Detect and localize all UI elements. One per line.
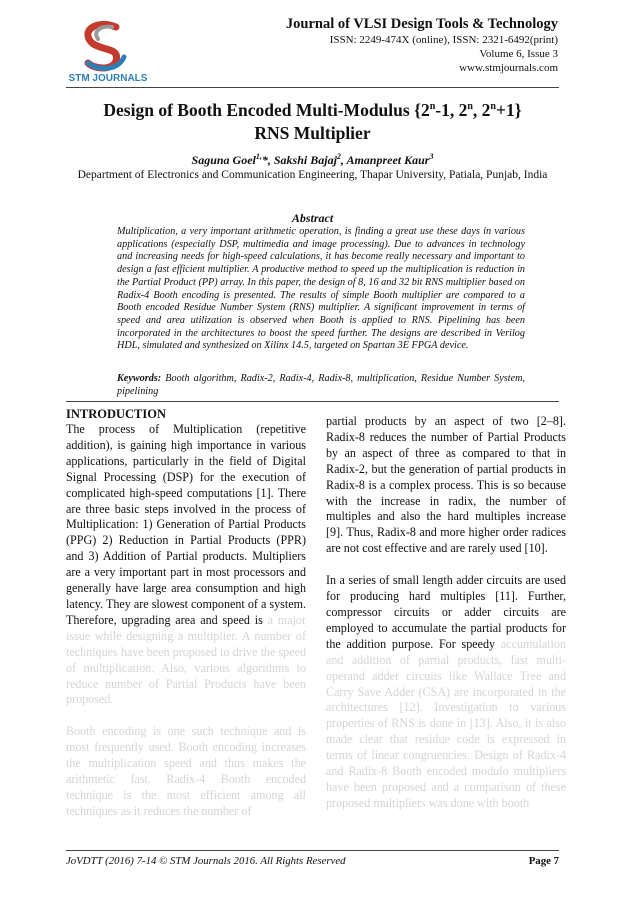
page-number: Page 7 xyxy=(528,855,559,867)
intro-paragraph-2: Booth encoding is one such technique and is most frequently used. Booth encoding increases the multiplication speed and thus makes the arithmetic fast. Radix-4 Booth encoded technique is the most efficient among all techniques as it reduces the number of xyxy=(66,724,306,818)
abstract-divider xyxy=(66,401,559,402)
intro-paragraph-1: The process of Multiplication (repetitive addition), is gaining high importance in various applications, particularly in the field of Digital Signal Processing (DSP) for the execution of complicated high-speed computations [1]. There are three basic steps involved in the process of Multiplication: 1) Generation of Partial Products (PPG) 2) Reduction in Partial Products (PPR) and 3) Addition of Partial products. Multipliers are a very important part in most processors and generally have large area consumption and high latency. They are slowest component of a system. Therefore, upgrading area and speed is a major issue while designing a multiplier. A number of techniques have been proposed to drive the speed of multiplication. Also, various algorithms to reduce number of Partial Products have been proposed. xyxy=(66,422,306,707)
journal-title: Journal of VLSI Design Tools & Technology xyxy=(285,16,558,32)
journal-volume: Volume 6, Issue 3 xyxy=(479,48,558,60)
journal-url[interactable]: www.stmjournals.com xyxy=(459,62,558,74)
footer-divider xyxy=(66,850,559,851)
paper-affiliation: Department of Electronics and Communication Engineering, Thapar University, Patiala, Punjab, India xyxy=(77,169,548,181)
header-divider xyxy=(66,87,559,88)
paper-title: Design of Booth Encoded Multi-Modulus {2$^n$-1, 2$^n$, $2^n+1$} RNS Multiplier xyxy=(103,99,522,143)
paper-authors: Saguna Goel$^{1,}$*, Sakshi Bajaj$^2$, Amanpreet Kaur$^3$ xyxy=(191,152,434,167)
stm-logo-icon xyxy=(58,17,158,83)
stm-journals-logo xyxy=(58,17,158,83)
right-paragraph-1: partial products by an aspect of two [2–8]. Radix-8 reduces the number of Partial Products by an aspect of three as compared to that in Radix-2, but the generation of partial products in Radix-8 is a complex process. This is so because with the increase in radix, the number of multiples and also the hard multiples increase [9]. Thus, Radix-8 and more higher order radices are not cost effective and are rarely used [10]. xyxy=(326,414,566,556)
keywords-label: Keywords: xyxy=(117,373,162,384)
keywords xyxy=(117,373,525,398)
right-column xyxy=(326,414,566,827)
journal-header xyxy=(286,16,558,75)
left-column xyxy=(66,407,306,827)
logo-text: STM JOURNALS xyxy=(68,73,148,83)
abstract-text: Multiplication, a very important arithmetic operation, is finding a great use these days in various applications (especially DSP, multimedia and image processing). Due to advances in technology and increasing needs for high-speed calculations, it has become really necessary and important to design a fast efficient multiplier. A productive method to speed up the multiplication is reduction in the Partial Product (PP) array. In this paper, the design of 8, 16 and 32 bit RNS multiplier based on Radix-4 Booth encoding is presented. The results of simple Booth multiplier are compared to a Booth encoded Residue Number System (RNS) multiplier. A significant improvement in terms of speed and area utilization is observed when Booth is applied to RNS. Pipelining has been incorporated in the architectures to boost the speed further. The designs are described in Verilog HDL, simulated and synthesized on Xilinx 14.5, targeted on Spartan 3E FPGA device. xyxy=(117,226,525,352)
paper-title-line2: RNS Multiplier xyxy=(254,122,371,143)
footer-citation: JoVDTT (2016) 7-14 © STM Journals 2016. All Rights Reserved xyxy=(66,855,346,867)
journal-issn: ISSN: 2249-474X (online), ISSN: 2321-6492(print) xyxy=(329,34,558,46)
keywords-text: Booth algorithm, Radix-2, Radix-4, Radix-8, multiplication, Residue Number System, pipelining xyxy=(117,373,526,397)
right-paragraph-2: In a series of small length adder circuits are used for producing hard multiples [11]. Further, compressor circuits or adder circuits are employed to accumulate the partial products for the addition purpose. For speedy accumulation and addition of partial products, fast multi-operand adder circuits like Wallace Tree and Carry Save Adder (CSA) are incorporated in the architectures [12]. Investigation to various properties of RNS is done in [13]. Also, it is also made clear that residue code is expressed in terms of linear congruencies. Design of Radix-4 and Radix-8 Booth encoded modulo multipliers have been proposed and a comparison of these proposed multipliers was done with booth xyxy=(326,573,566,810)
abstract-heading: Abstract xyxy=(291,211,334,225)
introduction-heading: INTRODUCTION xyxy=(66,407,167,421)
